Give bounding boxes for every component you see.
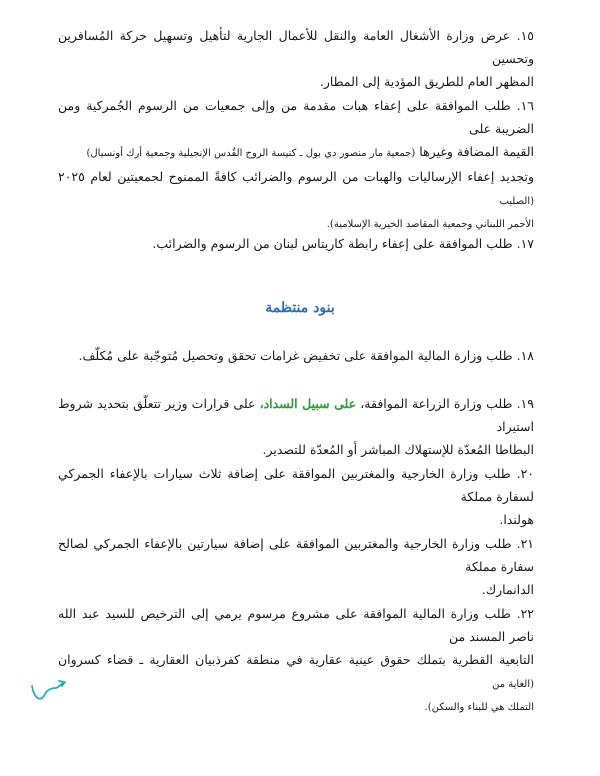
agenda-item-19 <box>58 392 534 461</box>
agenda-item-18 <box>58 344 534 367</box>
item-21-line-2: الدانمارك. <box>481 582 534 597</box>
item-17-line-1: ١٧. طلب الموافقة على إعفاء رابطة كاريتاس لبنان من الرسوم والضرائب. <box>152 236 534 251</box>
agenda-item-16 <box>58 94 534 236</box>
item-19-line-2: البطاطا المُعدّة للإستهلاك المباشر أو المُعدّة للتصدير. <box>262 442 534 457</box>
item-16-line-4: الأحمر اللبناني وجمعية المقاصد الخيرية الإسلامية). <box>326 219 534 230</box>
item-15-line-1: ١٥. عرض وزارة الأشغال العامة والنقل للأعمال الجارية لتأهيل وتسهيل حركة المُسافرين وتحسين <box>58 28 534 66</box>
item-15-line-2: المظهر العام للطريق المؤدية إلى المطار. <box>319 74 534 89</box>
item-19-highlight: على سبيل السداد، <box>259 396 357 411</box>
agenda-item-17 <box>58 232 534 255</box>
item-22-line-1: ٢٢. طلب وزارة المالية الموافقة على مشروع مرسوم يرمي إلى الترخيص للسيد عبد الله ناصر المسند من <box>58 606 534 644</box>
item-18-line-1: ١٨. طلب وزارة المالية الموافقة على تخفيض غرامات تحقق وتحصيل مُتوجّبة على مُكلّف. <box>78 348 534 363</box>
agenda-item-15 <box>58 24 534 93</box>
item-22-line-2-note: (الغاية من <box>492 679 534 690</box>
handwritten-initial-signature <box>28 676 68 704</box>
section-title: بنود منتظمة <box>265 300 335 316</box>
item-16-line-2 <box>58 140 534 165</box>
item-16-line-2-note: (جمعية مار منصور دي بول ـ كنيسة الروح القُدس الإنجيلية وجمعية أرك أونسيال) <box>86 148 416 159</box>
item-19-line-1-start: ١٩. طلب وزارة الزراعة الموافقة، <box>356 396 534 411</box>
item-16-line-2-text: القيمة المضافة وغيرها <box>419 144 534 159</box>
item-22-line-2-text: التابعية القطرية بتملك حقوق عينية عقارية في منطقة كفرذبيان العقارية ـ قضاء كسروان <box>58 652 534 667</box>
item-19-line-1 <box>58 392 534 438</box>
item-22-line-3: التملك هي للبناء والسكن). <box>424 702 534 713</box>
item-19-line-1-end: على قرارات وزير تتعلّق بتحديد شروط استيراد <box>58 396 534 434</box>
agenda-item-21 <box>58 532 534 601</box>
item-16-line-1: ١٦. طلب الموافقة على إعفاء هبات مقدمة من وإلى جمعيات من الرسوم الجُمركية ومن الضريبة على <box>58 98 534 136</box>
item-20-line-2: هولندا. <box>499 512 534 527</box>
item-22-line-2 <box>58 648 534 696</box>
item-16-line-3-note: (الصليب <box>499 196 534 207</box>
agenda-item-20 <box>58 462 534 531</box>
item-21-line-1: ٢١. طلب وزارة الخارجية والمغتربين الموافقة على إضافة سيارتين بالإعفاء الجمركي لصالح سفارة مملكة <box>58 536 534 574</box>
agenda-item-22 <box>58 602 534 719</box>
item-16-line-3-text: وتجديد إعفاء الإرساليات والهبات من الرسوم والضرائب كافةً الممنوح لجمعيتين لعام ٢٠٢٥ <box>58 169 534 184</box>
item-20-line-1: ٢٠. طلب وزارة الخارجية والمغتربين الموافقة على إضافة ثلاث سيارات بالإعفاء الجمركي لسفارة مملكة <box>58 466 534 504</box>
item-16-line-3 <box>58 165 534 213</box>
